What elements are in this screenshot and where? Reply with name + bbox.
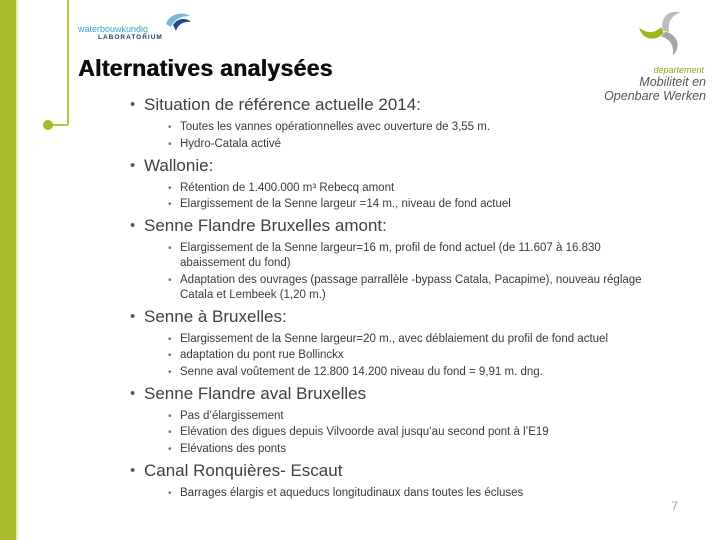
bullet-l2-icon: •	[168, 243, 172, 254]
bullet-l2-icon: •	[168, 427, 172, 438]
triangle-swirl-icon	[636, 8, 692, 60]
bullet-l1-icon: •	[130, 96, 136, 113]
bullet-item: Adaptation des ouvrages (passage parrallèle -bypass Catala, Pacapime), nouveau réglage Catala et Lembeek (1,20 m.)	[180, 273, 642, 301]
bullet-item: adaptation du pont rue Bollinckx	[180, 349, 344, 361]
bullet-item: Elévation des digues depuis Vilvoorde aval jusqu’au second pont à l’E19	[180, 426, 549, 438]
bullet-l1-icon: •	[130, 384, 136, 402]
bullet-item: Barrages élargis et aqueducs longitudinaux dans toutes les écluses	[180, 486, 524, 499]
bullet-l1-icon: •	[130, 307, 136, 325]
bullet-item: Hydro-Catala activé	[180, 137, 281, 150]
section-heading: Canal Ronquières- Escaut	[144, 460, 343, 480]
section-heading: Wallonie:	[144, 155, 214, 175]
bullet-l1-icon: •	[130, 461, 136, 479]
slide-title: Alternatives analysées	[78, 55, 333, 81]
waterbouwkundig-logo-text: waterbouwkundig	[78, 24, 149, 34]
bullet-item: Senne aval voûtement de 12.800 14.200 niveau du fond = 9,91 m. dng.	[180, 365, 543, 378]
section-senne-flandre-aval	[130, 384, 668, 457]
bullet-item: Toutes les vannes opérationnelles avec ouverture de 3,55 m.	[180, 121, 491, 133]
section-heading: Situation de référence actuelle 2014:	[144, 95, 421, 114]
waterbouwkundig-laboratorium-logo	[78, 24, 174, 42]
section-heading: Senne Flandre Bruxelles amont:	[144, 216, 387, 235]
left-accent-bar	[0, 0, 18, 540]
bullet-item: Elargissement de la Senne largeur=16 m, profil de fond actuel (de 11.607 à 16.830 abaissement du fond)	[180, 242, 601, 269]
bullet-item: Elargissement de la Senne largeur=20 m., avec déblaiement du profil de fond actuel	[180, 332, 608, 345]
departement-label: departement	[653, 65, 704, 75]
bullet-item: Elargissement de la Senne largeur =14 m., niveau de fond actuel	[180, 198, 511, 210]
bullet-item: Elévations des ponts	[180, 442, 287, 455]
bullet-item: Pas d’élargissement	[180, 409, 284, 422]
section-canal-ronquieres	[130, 461, 668, 501]
openbare-werken-label: Openbare Werken	[604, 89, 706, 103]
section-wallonie	[130, 156, 668, 213]
bullet-item: Rétention de 1.400.000 m³ Rebecq amont	[180, 181, 395, 194]
decorative-dot	[43, 120, 53, 130]
bullet-l2-icon: •	[168, 410, 172, 422]
slide-body	[130, 95, 668, 505]
departement-mow-logo	[576, 8, 706, 103]
section-situation-reference	[130, 95, 668, 152]
bullet-l2-icon: •	[168, 366, 172, 378]
page-number: 7	[671, 499, 678, 513]
decorative-vertical-line	[67, 0, 69, 125]
section-senne-flandre-amont	[130, 216, 668, 303]
bullet-l2-icon: •	[168, 443, 172, 455]
mobiliteit-label: Mobiliteit en	[639, 75, 706, 89]
bullet-l2-icon: •	[168, 274, 172, 286]
bullet-l2-icon: •	[168, 350, 172, 361]
bullet-l2-icon: •	[168, 138, 172, 150]
bullet-l2-icon: •	[168, 182, 172, 194]
bullet-l2-icon: •	[168, 487, 172, 499]
bullet-l1-icon: •	[130, 217, 136, 234]
section-heading: Senne à Bruxelles:	[144, 306, 287, 326]
section-senne-bruxelles	[130, 307, 668, 380]
bullet-l1-icon: •	[130, 156, 136, 174]
section-heading: Senne Flandre aval Bruxelles	[144, 383, 367, 403]
bullet-l2-icon: •	[168, 333, 172, 345]
laboratorium-logo-text: LABORATORIUM	[98, 34, 163, 42]
water-swirl-icon	[165, 11, 192, 37]
bullet-l2-icon: •	[168, 122, 172, 133]
bullet-l2-icon: •	[168, 199, 172, 210]
